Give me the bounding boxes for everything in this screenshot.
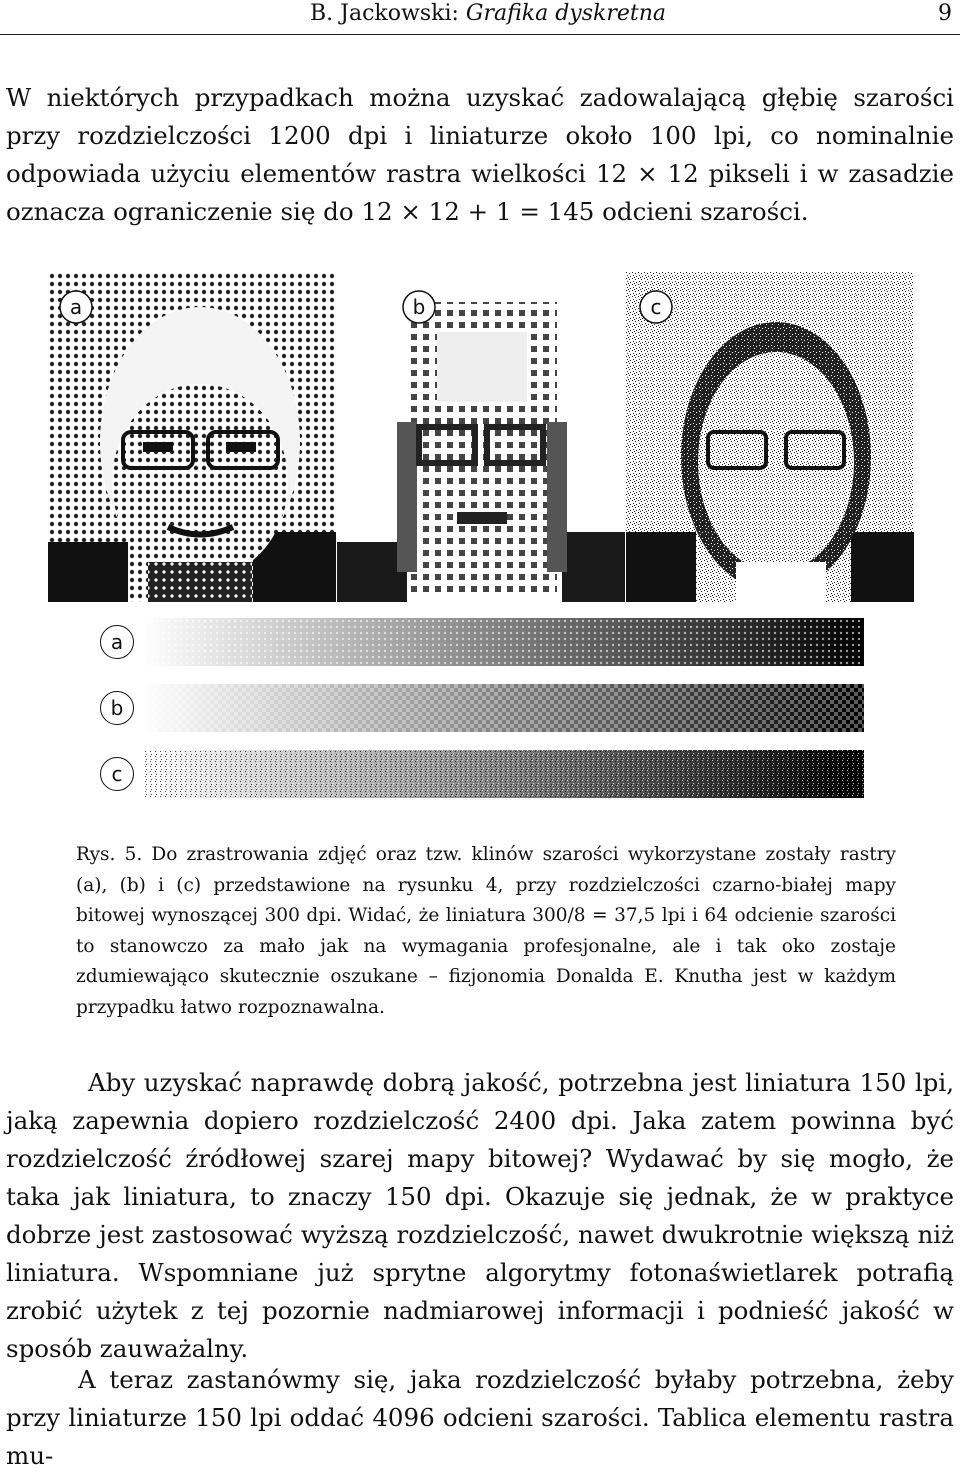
- halftone-figure: [48, 272, 914, 602]
- running-head: [310, 1, 666, 26]
- photo-a-ordered-dither: [48, 272, 336, 602]
- gray-wedge-c: [142, 750, 864, 798]
- wedge-label-b: b: [100, 691, 134, 725]
- wedge-label-a: a: [100, 625, 134, 659]
- gray-wedge-b: [142, 684, 864, 732]
- photo-label-a: a: [69, 295, 83, 319]
- page-number: 9: [938, 1, 952, 26]
- paragraph-question: A teraz zastanówmy się, jaka rozdzielczość byłaby potrzebna, żeby przy liniaturze 150 lpi oddać 4096 odcieni szarości. Tablica elementu rastra mu-: [6, 1365, 954, 1470]
- figure-caption: Rys. 5. Do zrastrowania zdjęć oraz tzw. klinów szarości wykorzystane zostały rastry (a), (b) i (c) przedstawione na rysunku 4, przy rozdzielczości czarno-białej mapy bitowej wynoszącej 300 dpi. Widać, że liniatura 300/8 = 37,5 lpi i 64 odcienie szarości to stanowczo za mało jak na wymagania profesjonalne, ale i tak oko zostaje zdumiewająco skutecznie oszukane – fizjonomia Donalda E. Knutha jest w każdym przypadku łatwo rozpoznawalna.: [76, 844, 896, 1018]
- header-title: Grafika dyskretna: [465, 1, 667, 26]
- header-author: B. Jackowski:: [310, 1, 459, 26]
- photo-b-coarse-pixels: [337, 272, 625, 602]
- photo-label-b: b: [412, 295, 426, 319]
- paragraph-quality: Aby uzyskać naprawdę dobrą jakość, potrzebna jest liniatura 150 lpi, jaką zapewnia dopiero rozdzielczość 2400 dpi. Jaka zatem powinna być rozdzielczość źródłowej szarej mapy bitowej? Wydawać by się mogło, że taka jak liniatura, to znaczy 150 dpi. Okazuje się jednak, że w praktyce dobrze jest zastosować wyższą rozdzielczość, nawet dwukrotnie większą niż liniatura. Wspomniane już sprytne algorytmy fotonaświetlarek potrafią zrobić użytek z tej pozornie nadmiarowej informacji i podnieść jakość w sposób zauważalny.: [6, 1068, 954, 1363]
- running-header: [0, 0, 960, 35]
- photo-label-c: c: [650, 295, 662, 319]
- gray-wedge-a: [142, 618, 864, 666]
- photo-c-stochastic: [626, 272, 914, 602]
- wedge-label-c: c: [100, 757, 134, 791]
- paragraph-intro: W niektórych przypadkach można uzyskać zadowalającą głębię szarości przy rozdzielczości 1200 dpi i liniaturze około 100 lpi, co nominalnie odpowiada użyciu elementów rastra wielkości 12 × 12 pikseli i w zasadzie oznacza ograniczenie się do 12 × 12 + 1 = 145 odcieni szarości.: [6, 83, 954, 226]
